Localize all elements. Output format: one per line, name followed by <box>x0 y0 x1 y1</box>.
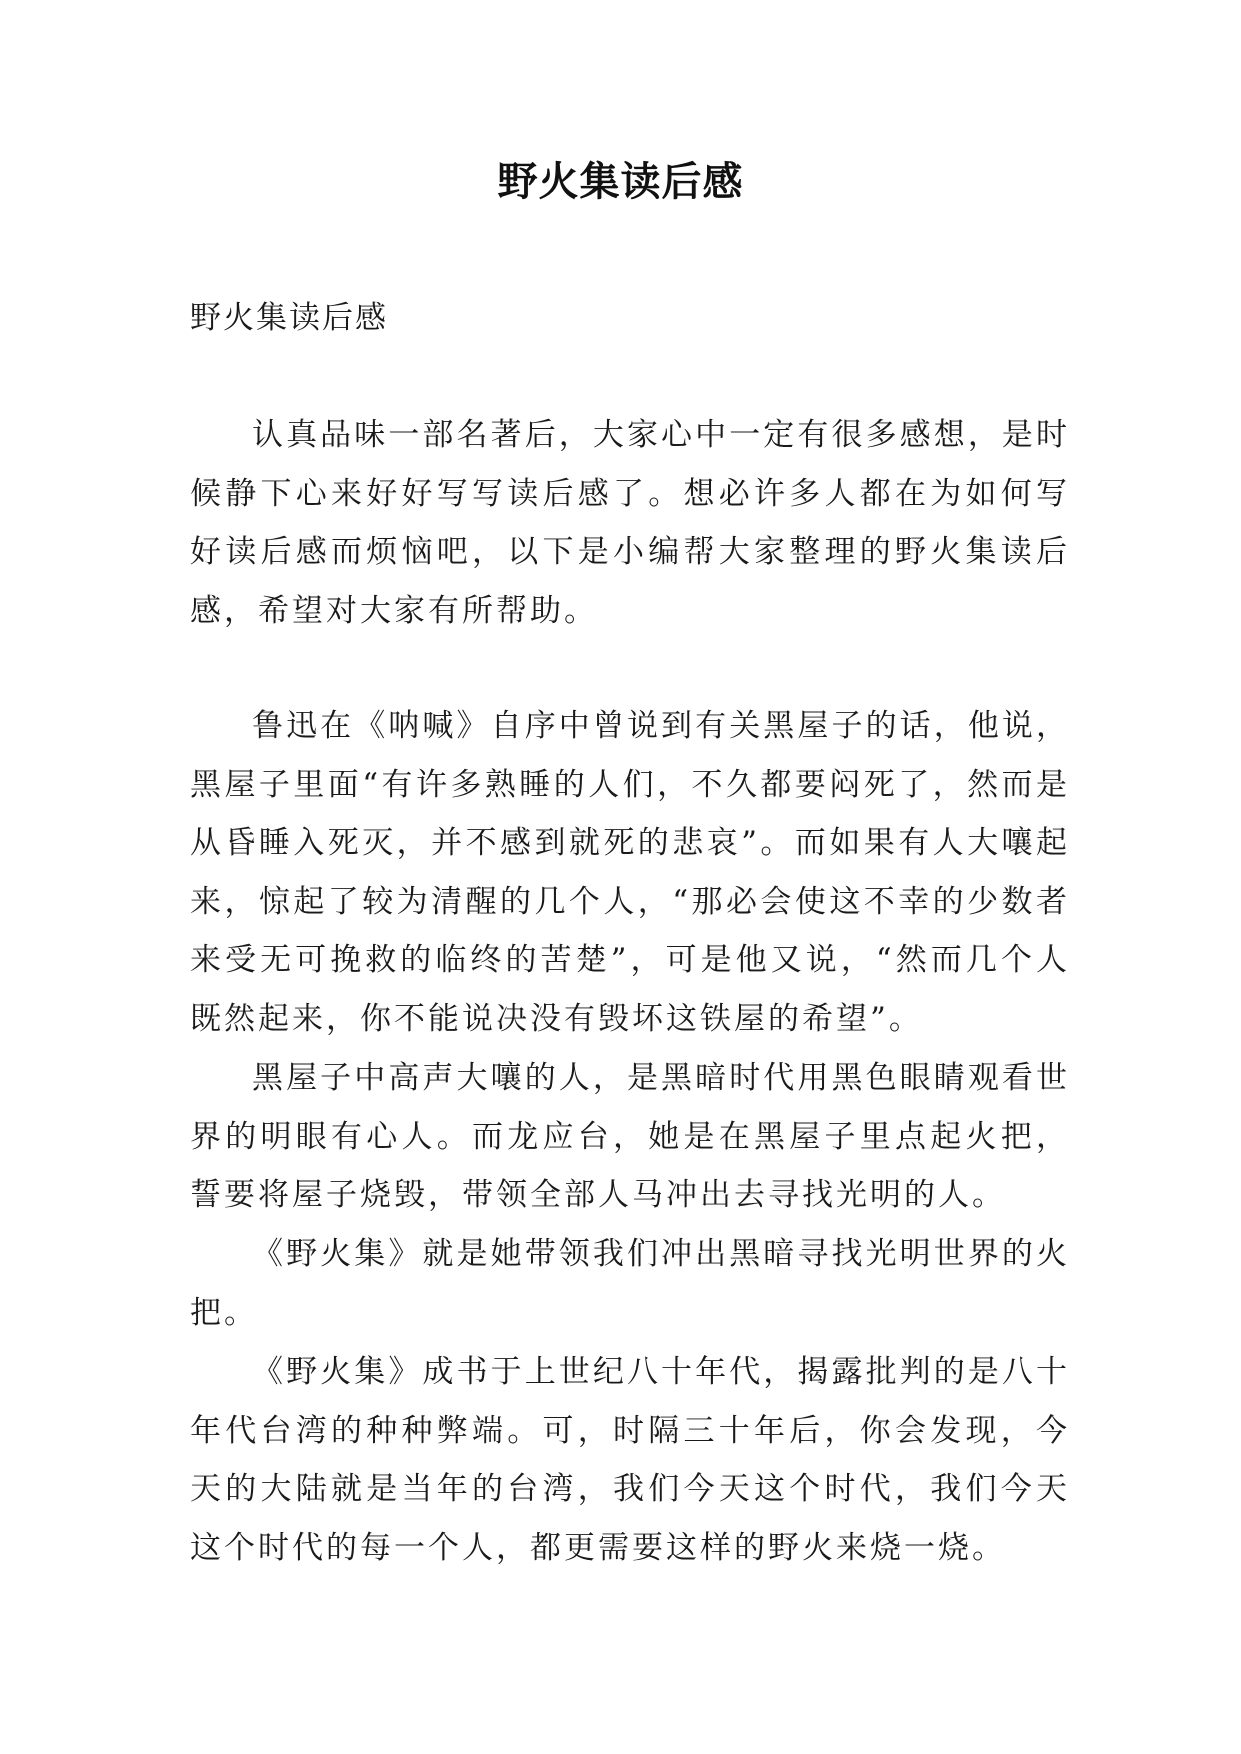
paragraph-torch: 《野火集》就是她带领我们冲出黑暗寻找光明世界的火把。 <box>190 1236 1070 1331</box>
paragraph-eighties: 《野火集》成书于上世纪八十年代，揭露批判的是八十年代台湾的种种弊端。可，时隔三十年后，你会发现，今天的大陆就是当年的台湾，我们今天这个时代，我们今天这个时代的每一个人，都更需要这样的野火来烧一烧。 <box>190 1354 1070 1566</box>
paragraph-dark-house: 黑屋子中高声大嚷的人，是黑暗时代用黑色眼睛观看世界的明眼有心人。而龙应台，她是在黑屋子里点起火把，誓要将屋子烧毁，带领全部人马冲出去寻找光明的人。 <box>190 1060 1070 1214</box>
document-title: 野火集读后感 <box>497 158 744 205</box>
paragraph-intro: 认真品味一部名著后，大家心中一定有很多感想，是时候静下心来好好写写读后感了。想必许多人都在为如何写好读后感而烦恼吧，以下是小编帮大家整理的野火集读后感，希望对大家有所帮助。 <box>190 417 1070 629</box>
document-subtitle: 野火集读后感 <box>190 300 388 336</box>
paragraph-luxun-quote: 鲁迅在《呐喊》自序中曾说到有关黑屋子的话，他说，黑屋子里面“有许多熟睡的人们，不久都要闷死了，然而是从昏睡入死灭，并不感到就死的悲哀”。而如果有人大嚷起来，惊起了较为清醒的几个人，“那必会使这不幸的少数者来受无可挽救的临终的苦楚”，可是他又说，“然而几个人既然起来，你不能说决没有毁坏这铁屋的希望”。 <box>190 708 1070 1037</box>
